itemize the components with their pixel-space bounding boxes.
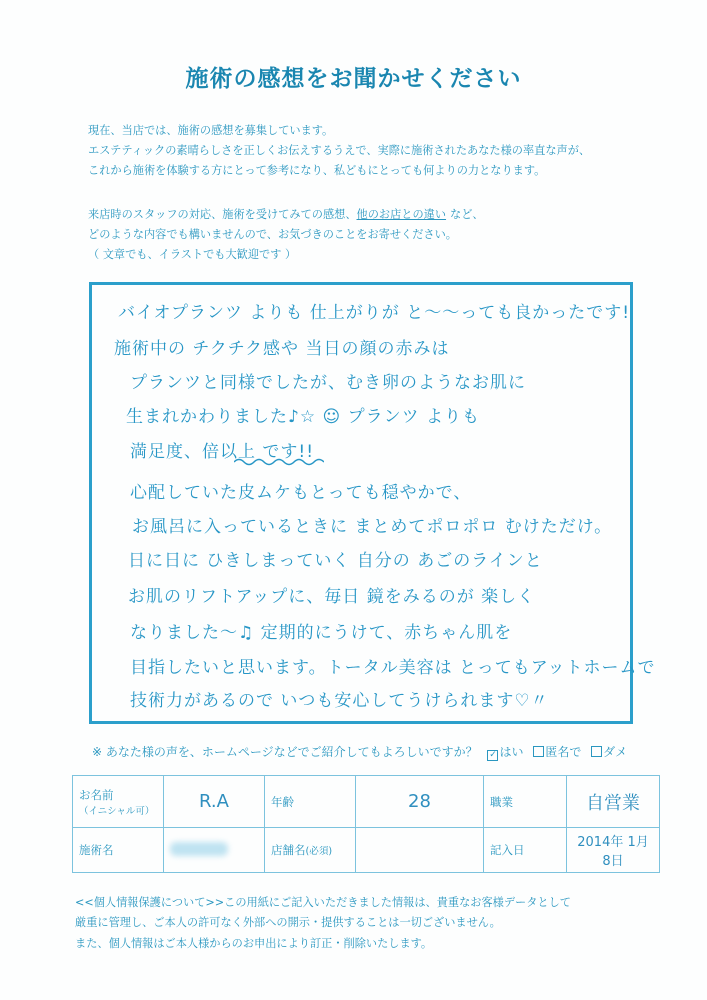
wavy-underline	[234, 457, 324, 467]
checkbox-icon[interactable]	[591, 746, 602, 757]
comment-line: お風呂に入っているときに まとめてポロポロ むけただけ。	[132, 517, 613, 537]
consent-no-label: ダメ	[603, 745, 628, 759]
name-label-cell	[73, 776, 164, 828]
consent-yes-label: はい	[499, 745, 524, 759]
comment-line: バイオプランツ よりも 仕上がりが と～～っても良かったです!	[118, 303, 631, 323]
intro-line	[88, 208, 484, 222]
occupation-field[interactable]: 自営業	[567, 776, 660, 828]
consent-option-anonymous[interactable]	[533, 745, 581, 759]
intro-underlined-text: 他のお店との違い	[356, 208, 447, 221]
age-label: 年齢	[265, 776, 356, 828]
comment-line: 日に日に ひきしまっていく 自分の あごのラインと	[128, 551, 543, 571]
intro-line: どのような内容でも構いませんので、お気づきのことをお寄せください。	[88, 228, 457, 241]
age-field[interactable]: 28	[356, 776, 484, 828]
privacy-note: 厳重に管理し、ご本人の許可なく外部への開示・提供することは一切ございません。	[75, 916, 501, 929]
consent-anonymous-label: 匿名で	[545, 745, 582, 759]
name-label: お名前	[79, 787, 114, 802]
intro-text: 来店時のスタッフの対応、施術を受けてみての感想、	[88, 208, 357, 221]
page-title: 施術の感想をお聞かせください	[185, 66, 522, 92]
comment-box[interactable]	[89, 282, 656, 724]
comment-line: 心配していた皮ムケもとっても穏やかで、	[130, 483, 472, 503]
intro-line: （ 文章でも、イラストでも大歓迎です ）	[88, 248, 297, 261]
intro-line: これから施術を体験する方にとって参考になり、私どもにとっても何よりの力となります。	[88, 164, 546, 177]
shop-label-cell	[265, 828, 356, 873]
checkbox-icon[interactable]	[533, 746, 544, 757]
info-table	[72, 775, 660, 873]
date-field[interactable]: 2014年 1月 8日	[567, 828, 660, 873]
checkbox-checked-icon[interactable]: ✓	[489, 750, 497, 760]
privacy-note: <<個人情報保護について>>この用紙にご記入いただきました情報は、貴重なお客様データとして	[75, 896, 571, 909]
treatment-label: 施術名	[73, 828, 164, 873]
comment-line: 満足度、倍以上 です!!	[130, 442, 315, 462]
name-sublabel: （イニシャル可）	[79, 805, 155, 817]
comment-line: 目指したいと思います。トータル美容は とってもアットホームで	[130, 658, 656, 678]
consent-question	[92, 743, 627, 761]
date-label: 記入日	[484, 828, 567, 873]
consent-text: ※ あなた様の声を、ホームページなどでご紹介してもよろしいですか？	[92, 745, 478, 759]
intro-line: エステティックの素晴らしさを正しくお伝えするうえで、実際に施術されたあなた様の率直な声が、	[88, 144, 591, 157]
treatment-field[interactable]	[164, 828, 265, 873]
consent-option-no[interactable]	[591, 745, 627, 759]
consent-option-yes[interactable]	[487, 745, 523, 759]
occupation-label: 職業	[484, 776, 567, 828]
comment-line: 生まれかわりました♪☆ ☺ プランツ よりも	[126, 407, 481, 427]
comment-line: 施術中の チクチク感や 当日の顔の赤みは	[114, 339, 450, 359]
name-field[interactable]: R.A	[164, 776, 265, 828]
comment-line: プランツと同様でしたが、むき卵のようなお肌に	[130, 373, 526, 393]
intro-text: など、	[450, 208, 484, 221]
shop-required-label: (必須)	[305, 846, 333, 857]
comment-line: お肌のリフトアップに、毎日 鏡をみるのが 楽しく	[128, 587, 536, 607]
comment-line: なりました～♫ 定期的にうけて、赤ちゃん肌を	[130, 623, 513, 643]
privacy-note: また、個人情報はご本人様からのお申出により訂正・削除いたします。	[75, 937, 433, 950]
shop-label: 店舗名	[271, 843, 306, 857]
redacted-text	[170, 842, 228, 856]
intro-line: 現在、当店では、施術の感想を募集しています。	[88, 124, 334, 137]
shop-field[interactable]	[356, 828, 484, 873]
comment-line: 技術力があるので いつも安心してうけられます♡〃	[130, 691, 549, 711]
